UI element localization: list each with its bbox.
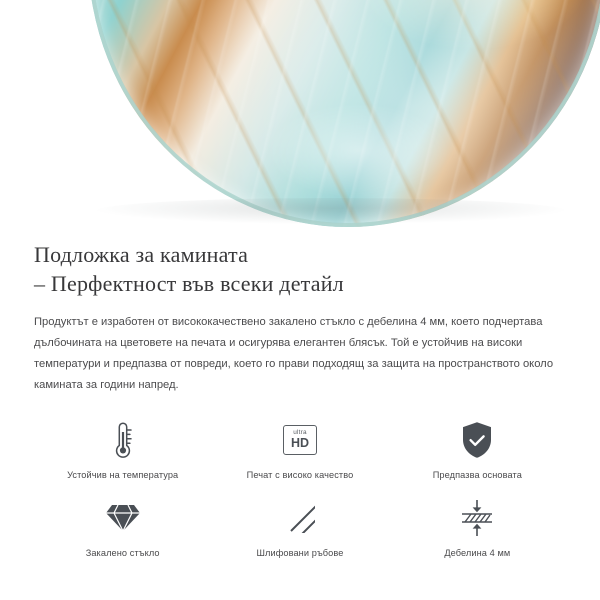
ultra-hd-badge-icon — [283, 418, 317, 462]
hero-image-clip — [0, 0, 600, 228]
product-description-text: Продуктът е изработен от висококачествено закалено стъкло с дебелина 4 мм, което подчертава дълбочината на цветовете на печата и осигурява елегантен блясък. Той е устойчив на високи температури и предпазва от повреди, което го прави подходящ за защита на пространството около камината за години напред. — [34, 316, 554, 391]
badge-bottom-text: HD — [290, 436, 310, 451]
feature-item — [389, 492, 566, 558]
feature-label: Закалено стъкло — [85, 548, 160, 558]
feature-item — [211, 492, 388, 558]
feature-label: Дебелина 4 мм — [444, 548, 511, 558]
feature-label: Шлифовани ръбове — [256, 548, 344, 558]
glass-edge-highlight — [88, 0, 600, 227]
thickness-arrows-icon — [458, 496, 496, 540]
page-title-line-2: – Перфектност във всеки детайл — [34, 271, 344, 296]
feature-label: Печат с високо качество — [246, 470, 354, 480]
hero-drop-shadow — [96, 198, 566, 224]
page-title — [34, 240, 566, 298]
page-title-line-1: Подложка за камината — [34, 242, 249, 267]
feature-item — [211, 414, 388, 480]
badge-top-text: ultra — [293, 429, 307, 437]
thermometer-icon — [112, 418, 134, 462]
feature-item — [34, 414, 211, 480]
feature-grid — [34, 414, 566, 558]
content-area — [0, 228, 600, 558]
hero-image — [0, 0, 600, 228]
diamond-icon — [105, 496, 141, 540]
shield-check-icon — [460, 418, 494, 462]
glass-board-image — [88, 0, 600, 227]
feature-item — [34, 492, 211, 558]
feature-item — [389, 414, 566, 480]
marble-veins-overlay — [88, 0, 600, 227]
polished-edges-icon — [283, 496, 317, 540]
feature-label: Устойчив на температура — [67, 470, 179, 480]
feature-label: Предпазва основата — [432, 470, 522, 480]
